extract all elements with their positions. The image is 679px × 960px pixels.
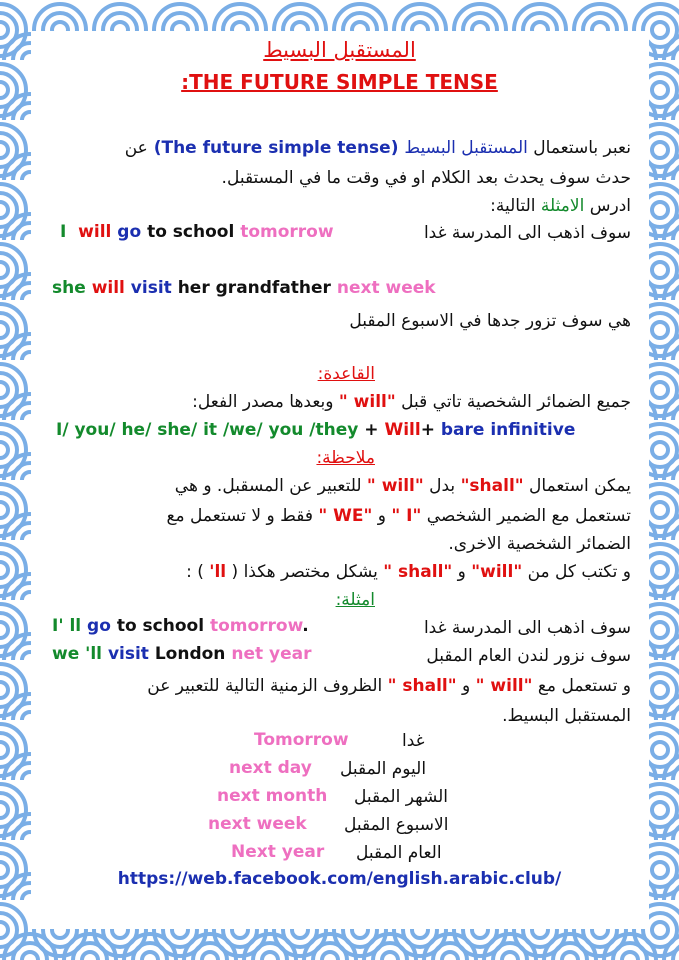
- word: go: [87, 616, 111, 636]
- word: to school: [116, 616, 205, 636]
- note-heading: ملاحظة:: [316, 448, 375, 468]
- note-will: " will": [366, 476, 424, 496]
- word: tomorrow: [209, 616, 303, 636]
- rule-formula: [56, 422, 575, 439]
- formula-will: Will: [384, 420, 421, 440]
- note-text: و تكتب كل من: [522, 562, 631, 582]
- example-1-arabic: سوف اذهب الى المدرسة غدا: [423, 223, 631, 243]
- note-line-1: [175, 478, 631, 495]
- example-2-english: [52, 280, 436, 297]
- intro-line-2: حدث سوف يحدث بعد الكلام او في وقت ما في المستقبل.: [221, 168, 631, 188]
- time-word-arabic: العام المقبل: [356, 843, 442, 863]
- word: to school: [147, 222, 235, 242]
- word: I' ll: [52, 616, 82, 636]
- note-text: للتعبير عن المسقبل. و هي: [174, 476, 367, 496]
- intro-text: عن: [124, 138, 148, 158]
- word: next week: [336, 278, 436, 298]
- intro-examples-word: الامثلة: [540, 196, 585, 216]
- word: tomorrow: [240, 222, 334, 242]
- word: .: [302, 616, 309, 636]
- examples-text: و تستعمل مع: [532, 676, 631, 696]
- time-word-english: next week: [208, 814, 307, 834]
- word: London: [154, 644, 226, 664]
- examples-1-english: [52, 618, 309, 635]
- note-pronoun-we: " WE": [318, 506, 373, 526]
- examples-3: [147, 678, 631, 695]
- page-title-english: :THE FUTURE SIMPLE TENSE: [181, 70, 498, 94]
- note-text: تستعمل مع الضمير الشخصي: [421, 506, 631, 526]
- rule-text-part: جميع الضمائر الشخصية تاتي قبل: [395, 392, 631, 412]
- note-contraction: 'll: [209, 562, 227, 582]
- rule-text-part: وبعدها مصدر الفعل:: [192, 392, 339, 412]
- examples-text: و: [456, 676, 476, 696]
- note-text: و: [452, 562, 472, 582]
- footer-link[interactable]: https://web.facebook.com/english.arabic.club/: [117, 869, 562, 889]
- word: net year: [231, 644, 312, 664]
- intro-line-1: [125, 140, 631, 157]
- examples-heading: امثلة:: [335, 590, 375, 610]
- intro-text: ادرس: [584, 196, 631, 216]
- examples-1-arabic: سوف اذهب الى المدرسة غدا: [423, 618, 631, 638]
- note-line-4: [186, 564, 631, 581]
- formula-pronouns: I/ you/ he/ she/ it /we/ you /they: [56, 420, 359, 440]
- word: will: [78, 222, 112, 242]
- examples-shall: " shall": [387, 676, 457, 696]
- rule-text: [192, 394, 631, 411]
- note-text: و: [372, 506, 392, 526]
- intro-text: نعبر باستعمال: [527, 138, 631, 158]
- word: I: [60, 222, 67, 242]
- rule-will: " will": [338, 392, 396, 412]
- rule-heading: القاعدة:: [317, 364, 375, 384]
- time-word-arabic: غدا: [402, 731, 425, 751]
- note-text: ) :: [186, 562, 210, 582]
- examples-2-english: [52, 646, 312, 663]
- note-will: "will": [471, 562, 523, 582]
- note-pronoun-i: " I": [391, 506, 422, 526]
- page-title-arabic: المستقبل البسيط: [263, 38, 416, 62]
- note-text: يشكل مختصر هكذا (: [226, 562, 384, 582]
- time-word-english: Next year: [231, 842, 325, 862]
- word: go: [117, 222, 142, 242]
- note-line-3: الضمائر الشخصية الاخرى.: [448, 534, 631, 554]
- time-word-arabic: اليوم المقبل: [340, 759, 427, 779]
- note-text: يمكن استعمال: [523, 476, 631, 496]
- formula-plus: +: [358, 420, 385, 440]
- word: her grandfather: [177, 278, 331, 298]
- example-2-arabic: هي سوف تزور جدها في الاسبوع المقبل: [349, 311, 631, 331]
- intro-line-3: [490, 198, 631, 215]
- formula-plus: +: [420, 420, 441, 440]
- example-1-english: [60, 224, 334, 241]
- intro-text: التالية:: [490, 196, 541, 216]
- word: she: [52, 278, 86, 298]
- word: visit: [107, 644, 149, 664]
- examples-2-arabic: سوف نزور لندن العام المقبل: [426, 646, 631, 666]
- examples-4: المستقبل البسيط.: [502, 706, 631, 726]
- note-text: فقط و لا تستعمل مع: [166, 506, 319, 526]
- intro-term-english: (The future simple tense): [147, 138, 405, 158]
- examples-will: " will": [475, 676, 533, 696]
- examples-text: الظروف الزمنية التالية للتعبير عن: [147, 676, 388, 696]
- word: visit: [130, 278, 172, 298]
- time-word-arabic: الشهر المقبل: [354, 787, 449, 807]
- note-shall: " shall": [383, 562, 453, 582]
- time-word-arabic: الاسبوع المقبل: [344, 815, 449, 835]
- word: will: [91, 278, 125, 298]
- formula-infinitive: bare infinitive: [440, 420, 576, 440]
- time-word-english: next day: [229, 758, 312, 778]
- time-word-english: next month: [217, 786, 328, 806]
- note-text: بدل: [423, 476, 461, 496]
- intro-term-arabic: المستقبل البسيط: [404, 138, 528, 158]
- word: we 'll: [52, 644, 103, 664]
- note-shall: "shall": [460, 476, 524, 496]
- note-line-2: [166, 508, 631, 525]
- time-word-english: Tomorrow: [254, 730, 349, 750]
